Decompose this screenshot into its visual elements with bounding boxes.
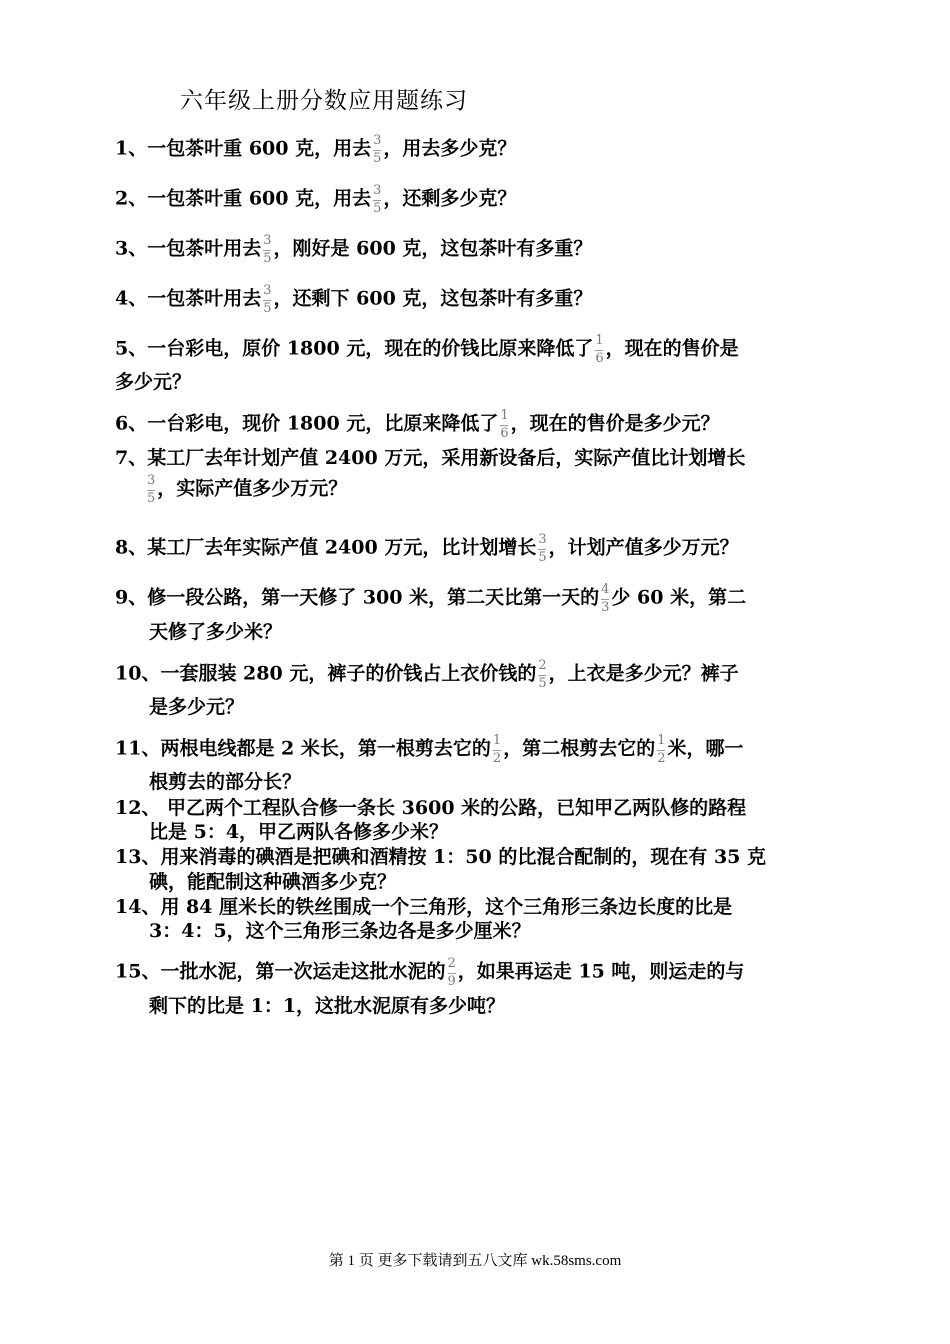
fraction xyxy=(657,734,665,765)
fraction-numerator: 3 xyxy=(147,473,156,488)
problem-text: 少 60 米，第二 xyxy=(611,586,747,609)
problem-11-continued: 根剪去的部分长？ xyxy=(149,771,302,793)
fraction-numerator: 3 xyxy=(373,183,382,198)
problem-13-continued: 碘，能配制这种碘酒多少克？ xyxy=(149,871,397,893)
problem-text: ，如果再运走 15 吨，则运走的与 xyxy=(457,960,745,983)
problem-text: 3、一包茶叶用去 xyxy=(115,237,262,260)
problem-7: 7、某工厂去年计划产值 2400 万元，采用新设备后，实际产值比计划增长 xyxy=(115,447,746,469)
problem-text: ，上衣是多少元？裤子 xyxy=(548,662,739,685)
fraction-denominator: 5 xyxy=(263,250,272,266)
problem-text: ，第二根剪去它的 xyxy=(503,737,656,760)
fraction xyxy=(538,533,546,564)
fraction-numerator: 4 xyxy=(601,582,610,597)
problem-text: ，还剩下 600 克，这包茶叶有多重？ xyxy=(273,287,593,310)
fraction-denominator: 5 xyxy=(373,200,382,216)
fraction-numerator: 1 xyxy=(657,733,666,748)
problem-text: 2、一包茶叶重 600 克，用去 xyxy=(115,187,372,210)
problem-text: ，刚好是 600 克，这包茶叶有多重？ xyxy=(273,237,593,260)
problem-9-continued: 天修了多少米？ xyxy=(149,621,283,643)
problem-10-continued: 是多少元？ xyxy=(149,696,245,718)
fraction-denominator: 3 xyxy=(601,599,610,615)
problem-5 xyxy=(115,334,739,365)
page-footer: 第 1 页 更多下载请到五八文库 wk.58sms.com xyxy=(328,1253,622,1269)
fraction-denominator: 6 xyxy=(595,350,604,366)
fraction xyxy=(538,659,546,690)
fraction xyxy=(263,284,271,315)
problem-text: 10、一套服装 280 元，裤子的价钱占上衣价钱的 xyxy=(115,662,537,685)
problem-text: 8、某工厂去年实际产值 2400 万元，比计划增长 xyxy=(115,536,537,559)
fraction-numerator: 1 xyxy=(492,733,502,748)
fraction-denominator: 6 xyxy=(500,425,509,441)
problem-5-continued: 多少元？ xyxy=(115,371,192,393)
problem-text: ，现在的售价是 xyxy=(605,337,739,360)
problem-2 xyxy=(115,184,516,215)
problem-text: ，现在的售价是多少元？ xyxy=(510,412,720,435)
problem-text: 15、一批水泥，第一次运走这批水泥的 xyxy=(115,960,446,983)
fraction-denominator: 5 xyxy=(263,300,272,316)
problem-6 xyxy=(115,409,720,440)
fraction-denominator: 9 xyxy=(447,973,456,989)
fraction-numerator: 3 xyxy=(538,532,547,547)
fraction xyxy=(493,734,501,765)
problem-7-continued xyxy=(145,474,347,505)
fraction-numerator: 3 xyxy=(263,283,272,298)
fraction-denominator: 2 xyxy=(492,750,502,766)
problem-14: 14、用 84 厘米长的铁丝围成一个三角形，这个三角形三条边长度的比是 xyxy=(115,896,733,918)
problem-text: ，计划产值多少万元？ xyxy=(548,536,739,559)
fraction-numerator: 1 xyxy=(500,408,509,423)
problem-12: 12、 甲乙两个工程队合修一条长 3600 米的公路，已知甲乙两队修的路程 xyxy=(115,797,747,819)
fraction xyxy=(447,957,455,988)
fraction-numerator: 2 xyxy=(538,658,547,673)
problem-text: 9、修一段公路，第一天修了 300 米，第二天比第一天的 xyxy=(115,586,600,609)
fraction xyxy=(601,583,609,614)
problem-1 xyxy=(115,134,516,165)
fraction-denominator: 5 xyxy=(538,549,547,565)
problem-9 xyxy=(115,583,746,614)
problem-text: 5、一台彩电，原价 1800 元，现在的价钱比原来降低了 xyxy=(115,337,594,360)
problem-15 xyxy=(115,957,744,988)
fraction xyxy=(500,409,508,440)
fraction-numerator: 2 xyxy=(447,956,456,971)
fraction-numerator: 1 xyxy=(595,333,604,348)
fraction-denominator: 5 xyxy=(373,150,382,166)
problem-11 xyxy=(115,734,744,765)
problem-13: 13、用来消毒的碘酒是把碘和酒精按 1：50 的比混合配制的，现在有 35 克 xyxy=(115,846,767,868)
fraction-denominator: 5 xyxy=(538,675,547,691)
problem-text: ，还剩多少克？ xyxy=(383,187,517,210)
problem-4 xyxy=(115,284,592,315)
page-title: 六年级上册分数应用题练习 xyxy=(180,88,468,114)
fraction-numerator: 3 xyxy=(263,233,272,248)
problem-12-continued: 比是 5：4，甲乙两队各修多少米？ xyxy=(149,821,449,843)
problem-8 xyxy=(115,533,739,564)
problem-text: 11、两根电线都是 2 米长，第一根剪去它的 xyxy=(115,737,491,760)
fraction xyxy=(373,184,381,215)
problem-text: 4、一包茶叶用去 xyxy=(115,287,262,310)
fraction-denominator: 2 xyxy=(657,750,666,766)
problem-text: 1、一包茶叶重 600 克，用去 xyxy=(115,137,372,160)
fraction-denominator: 5 xyxy=(147,490,156,506)
fraction xyxy=(373,134,381,165)
problem-10 xyxy=(115,659,739,690)
problem-text: ，实际产值多少万元？ xyxy=(157,477,348,500)
fraction-numerator: 3 xyxy=(373,133,382,148)
problem-14-continued: 3：4：5，这个三角形三条边各是多少厘米？ xyxy=(149,920,531,942)
problem-text: ，用去多少克？ xyxy=(383,137,517,160)
problem-15-continued: 剩下的比是 1：1，这批水泥原有多少吨？ xyxy=(149,995,506,1017)
fraction xyxy=(147,474,155,505)
fraction xyxy=(595,334,603,365)
problem-text: 米，哪一 xyxy=(667,737,744,760)
problem-3 xyxy=(115,234,592,265)
fraction xyxy=(263,234,271,265)
problem-text: 6、一台彩电，现价 1800 元，比原来降低了 xyxy=(115,412,499,435)
